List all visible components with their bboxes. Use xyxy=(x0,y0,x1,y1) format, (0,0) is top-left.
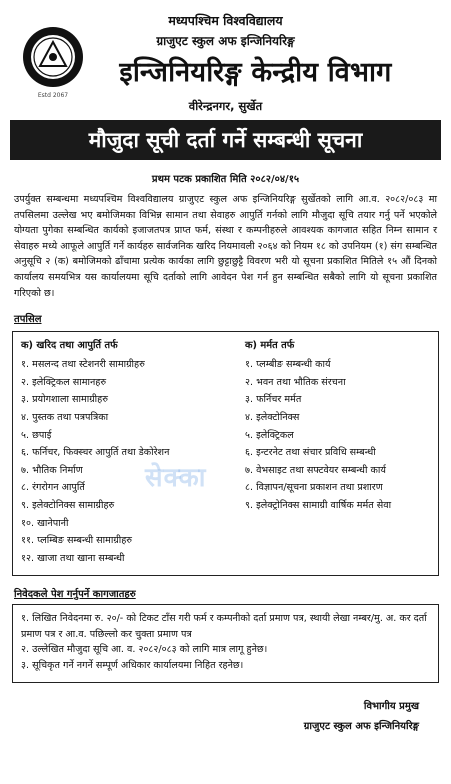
maintenance-heading: क) मर्मत तर्फ xyxy=(245,340,295,352)
list-item: ८. विज्ञापन/सूचना प्रकाशन तथा प्रशारण xyxy=(245,482,383,494)
list-item: ९. इलेक्ट्रोनिक्स सामाग्री वार्षिक मर्मत सेवा xyxy=(245,499,392,511)
list-item: ४. पुस्तक तथा पत्रपत्रिका xyxy=(21,411,109,423)
signatory-office: ग्राजुएट स्कुल अफ इन्जिनियरिङ्ग xyxy=(303,720,419,732)
list-item: ९. इलेक्टोनिक्स सामाग्रीहरु xyxy=(21,499,115,511)
header xyxy=(10,0,441,118)
purchase-column xyxy=(21,338,241,567)
tapasil-heading: तपसिल xyxy=(14,314,42,326)
requirement-item: १. लिखित निवेदनमा रु. २०/- को टिकट टाँस गरी फर्म र कम्पनीको दर्ता प्रमाण पत्र, स्थायी लेखा नम्बर/मु. अ. कर दर्ता प्रमाण पत्र र आ.व. पछिल्लो कर चुक्ता प्रमाण पत्र xyxy=(21,613,427,640)
school-name: ग्राजुएट स्कुल अफ इन्जिनियरिङ्ग xyxy=(156,34,295,48)
seal-text: Estd 2067 xyxy=(37,92,69,99)
list-item: १. मसलन्द तथा स्टेशनरी सामाग्रीहरु xyxy=(21,359,145,371)
list-item: २. भवन तथा भौतिक संरचना xyxy=(245,376,346,388)
items-box xyxy=(12,331,439,576)
list-item: ३. प्रयोगशाला सामाग्रीहरु xyxy=(21,394,108,406)
maintenance-column xyxy=(241,338,430,567)
list-item: ५. इलेक्ट्रिकल xyxy=(245,429,294,441)
purchase-heading: क) खरिद तथा आपुर्ति तर्फ xyxy=(21,340,118,352)
list-item: ५. छपाई xyxy=(21,429,52,441)
list-item: ४. इलेक्टोनिक्स xyxy=(245,411,300,423)
list-item: ७. वेभसाइट तथा सफ्टवेयर सम्बन्धी कार्य xyxy=(245,464,386,476)
list-item: ३. फर्निचर मर्मत xyxy=(245,394,302,406)
department-name: इन्जिनियरिङ्ग केन्द्रीय विभाग xyxy=(119,57,392,88)
requirement-item: २. उल्लेखित मौजुदा सूचि आ. व. २०८२/०८३ को लागि मात्र लागू हुनेछ। xyxy=(21,644,268,656)
university-name: मध्यपश्चिम विश्वविद्यालय xyxy=(168,13,283,28)
intro-paragraph: उपर्युक्त सम्बन्धमा मध्यपश्चिम विश्वविद्यालय ग्राजुएट स्कुल अफ इन्जिनियरिङ्ग सुर्खेतको लागि आ.व. २०८२/०८३ मा तपसिलमा उल्लेख भए बमोजिमका विभिन्न सामान तथा सेवाहरु आपुर्ति गर्नको लागि मौजुदा सूचि तयार गर्नु पर्ने भएकोले योग्यता पुगेका सम्बन्धित कार्यको इजाजतपत्र प्राप्त फर्म, संस्था र कम्पनीहरुले आवश्यक कागजात सहित निम्न सामान र सेवाहरु मध्ये आफूले आपुर्ति गर्ने कार्यहरु सार्वजनिक खरिद नियमावली २०६४ को नियम १८ को उपनियम (१) संग सम्बन्धित अनुसूचि २ (क) बमोजिमको ढाँचामा प्रत्येक कार्यका लागि छुट्टाछुट्टै विवरण भरी यो सूचना प्रकाशित मितिले १५ औं दिनको कार्यालय समयभित्र यस कार्यालयमा सूचि दर्ताको लागि आवेदन पेश गर्न हुन सम्बन्धित सबैको लागि यो सूचना प्रकाशित गरिएको छ। xyxy=(14,194,437,299)
requirements-box xyxy=(12,604,439,682)
list-item: २. इलेक्ट्रिकल सामानहरु xyxy=(21,376,107,388)
list-item: ६. इन्टरनेट तथा संचार प्रविधि सम्बन्धी xyxy=(245,447,376,459)
list-item: ६. फर्निचर, फिक्स्चर आपुर्ति तथा डेकोरेशन xyxy=(21,447,170,459)
list-item: १. प्लम्बीङ सम्बन्धी कार्य xyxy=(245,359,331,371)
location: वीरेन्द्रनगर, सुर्खेत xyxy=(188,99,263,113)
notice-title-banner: मौजुदा सूची दर्ता गर्ने सम्बन्धी सूचना xyxy=(10,120,441,160)
signatory-title: विभागीय प्रमुख xyxy=(363,700,419,712)
list-item: १०. खानेपानी xyxy=(21,517,69,529)
requirement-item: ३. सूचिकृत गर्ने नगर्ने सम्पूर्ण अधिकार कार्यालयमा निहित रहनेछ। xyxy=(21,660,244,672)
requirements-heading: निवेदकले पेश गर्नुपर्ने कागजातहरु xyxy=(14,589,136,601)
list-item: १२. खाजा तथा खाना सम्बन्धी xyxy=(21,552,125,564)
list-item: ८. रंगरोगन आपुर्ति xyxy=(21,482,85,494)
list-item: ११. प्लम्बिङ सम्बन्धी सामाग्रीहरु xyxy=(21,535,133,547)
list-item: ७. भौतिक निर्माण xyxy=(21,464,83,476)
publish-date: प्रथम पटक प्रकाशित मिति २०८२/०४/१५ xyxy=(151,174,300,185)
watermark: सेक्का xyxy=(145,463,207,494)
signature-block xyxy=(10,697,419,737)
